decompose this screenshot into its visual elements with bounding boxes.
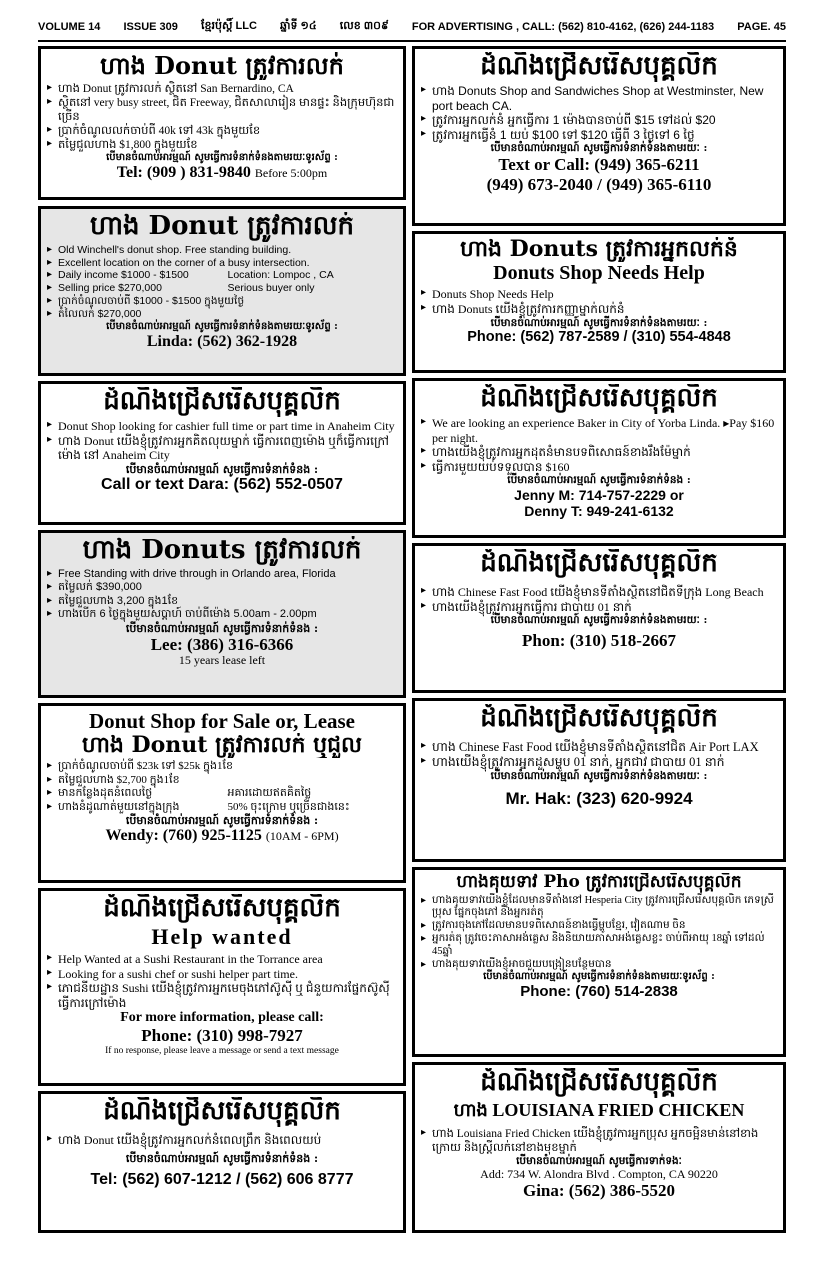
page-header — [38, 14, 786, 42]
ad-cta: បើមានចំណាប់អារម្មណ៍ សូមធ្វើការទំនាក់ទំនងតាមរយៈទូរស័ព្ទ : — [483, 971, 715, 983]
ad-donuts-needs-help — [412, 231, 786, 373]
list-item: ▸ ហាង Chinese Fast Food យើងខ្ញុំមានទីតាំងស្ថិតនៅជិត Air Port LAX — [421, 740, 777, 755]
ad-contact-2: (949) 673-2040 / (949) 365-6110 — [486, 174, 712, 194]
ad-westminster-donuts-sandwiches — [412, 46, 786, 226]
ad-phone: Wendy: (760) 925-1125 — [105, 827, 262, 845]
ad-contact: Mr. Hak: (323) 620-9924 — [505, 788, 693, 808]
list-item: ▸ ហាង Donut យើងខ្ញុំត្រូវការអ្នកគិតលុយម្នាក់ ធ្វើការពេញម៉ោង ឬក៏ធ្វើការក្រៅម៉ោង នៅ Anaheim City — [47, 434, 397, 463]
ad-title: ហាង Donut ត្រូវការលក់ — [89, 212, 355, 241]
issue: ISSUE 309 — [123, 21, 178, 33]
ad-sushi-help-wanted — [38, 888, 406, 1086]
ad-title: ហាងគុយទាវ Pho ត្រូវការជ្រើសរើសបុគ្គលិក — [456, 873, 742, 892]
list-item: ▸ ត្រូវការអ្នកលក់នំ អ្នកធ្វើការ 1 ម៉ោងបានចាប់ពី $15 ទៅដល់ $20 — [421, 113, 777, 128]
ad-title: ដំណឹងជ្រើសរើសបុគ្គលិក — [480, 549, 718, 578]
list-item — [47, 282, 397, 295]
ad-title: ដំណឹងជ្រើសរើសបុគ្គលិក — [103, 387, 341, 416]
list-item: ▸ តំលៃលក់ $270,000 — [47, 308, 397, 321]
ad-donut-sale-or-lease — [38, 703, 406, 883]
list-item: ▸ Donuts Shop Needs Help — [421, 287, 777, 302]
list-item: ▸ តម្លៃជួលហាង $1,800 ក្នុងមួយខែ — [47, 138, 397, 152]
ad-contact — [47, 164, 397, 182]
ad-note: If no response, please leave a message or send a text message — [105, 1046, 339, 1057]
selling-price: ▸ Selling price $270,000 — [58, 282, 162, 295]
list-item: ▸ ប្រាក់ចំណូលលក់ចាប់ពី 40k ទៅ 43k ក្នុងមួយខែ — [47, 124, 397, 138]
ad-baker-yorba-linda — [412, 378, 786, 538]
list-item: ▸ ហាង Chinese Fast Food យើងខ្ញុំមានទីតាំងស្ថិតនៅជិតទីក្រុង Long Beach — [421, 585, 777, 600]
publisher: ខ្មែរប៉ុស្តិ៍ LLC — [201, 20, 257, 32]
list-item — [47, 801, 397, 814]
feature: ▸ មានកន្លែងដុតនំពេលថ្ងៃ — [58, 787, 153, 800]
ad-title: ដំណឹងជ្រើសរើសបុគ្គលិក — [103, 894, 341, 923]
list-item: ▸ ប្រាក់ចំណូលចាប់ពី $1000 - $1500 ក្នុងមួយថ្ងៃ — [47, 295, 397, 308]
ad-subtitle: Help wanted — [151, 923, 293, 949]
list-item: ▸ ភោជនីយដ្ឋាន Sushi យើងខ្ញុំត្រូវការអ្នកមេចុងភៅស៊ូស៊ី ឬ ជំនួយការផ្នែកស៊ូស៊ី ធ្វើការក្រៅម៉ោង — [47, 981, 397, 1010]
ad-title: ហាង Donut ត្រូវការលក់ — [100, 52, 344, 80]
page-number: PAGE. 45 — [737, 21, 786, 33]
list-item: ▸ ត្រូវការចុងភៅដែលមានបទពិសោធន៍ខាងធ្វើម្ហូបខ្មែរ, វៀតណាម ចិន — [421, 920, 777, 933]
advertising-line: FOR ADVERTISING , CALL: (562) 810-4162, (626) 244-1183 — [411, 21, 715, 33]
list-item: ▸ តម្លៃជួលហាង $2,700 ក្នុង1ខែ — [47, 774, 397, 787]
ad-cta: បើមានចំណាប់អារម្មណ៍ សូមធ្វើការទំនាក់ទំនង : — [125, 462, 319, 476]
ad-title: ហាង Donuts ត្រូវការអ្នកលក់នំ — [460, 237, 738, 262]
location: Location: Lompoc , CA — [227, 269, 334, 282]
ad-title-en: Donut Shop for Sale or, Lease — [88, 709, 356, 733]
ad-cta: បើមានចំណាប់អារម្មណ៍ សូមធ្វើការទំនាក់ទំនងតាមរយៈទូរស័ព្ទ : — [106, 151, 338, 163]
list-item: ▸ Donut Shop looking for cashier full time or part time in Anaheim City — [47, 419, 397, 434]
ad-contact-2: Denny T: 949-241-6132 — [524, 503, 674, 520]
ad-subtitle-kh: ហាង — [453, 1099, 488, 1120]
ad-chinese-fast-food-long-beach — [412, 543, 786, 693]
ad-cta: បើមានចំណាប់អារម្មណ៍ សូមធ្វើការទំនាក់ទំនង : — [125, 1151, 319, 1165]
volume: VOLUME 14 — [38, 21, 101, 33]
list-item: ▸ Looking for a sushi chef or sushi helper part time. — [47, 967, 397, 982]
ad-phone: Phone: (562) 787-2589 / (310) 554-4848 — [467, 329, 731, 346]
ad-subtitle: Donuts Shop Needs Help — [493, 262, 705, 285]
list-item: ▸ ហាង Donuts យើងខ្ញុំត្រូវការកញ្ញាម្នាក់លក់នំ — [421, 302, 777, 317]
ad-cashier-anaheim — [38, 381, 406, 525]
ad-address: Add: 734 W. Alondra Blvd . Compton, CA 90220 — [480, 1166, 718, 1181]
list-item: ▸ ហាងគុយទាវយើងខ្ញុំអាចជួយបង្រៀនបន្ថែមបាន — [421, 959, 777, 972]
list-item: ▸ Help Wanted at a Sushi Restaurant in the Torrance area — [47, 952, 397, 967]
feature: 50% ចុះក្រោម ឬច្រើនជាងនេះ — [227, 800, 350, 813]
ad-phone: Phone: (760) 514-2838 — [520, 983, 678, 1001]
list-item: ▸ ហាងគុយទាវយើងខ្ញុំដែលមានទីតាំងនៅ Hesperia City ត្រូវការជ្រើសរើសបុគ្គលិក ភេទស្រី ប្រុស ផ្នែកចុងភៅ និងអ្នករត់តុ — [421, 895, 777, 921]
ad-cta: បើមានចំណាប់អារម្មណ៍ សូមធ្វើការទំនាក់ទំនង : — [125, 621, 319, 635]
list-item: ▸ អ្នករត់តុ ត្រូវចេះភាសាអង់គ្លេស និងនិយាយភាសាអង់គ្លេសខ្លះ ចាប់ពីអាយុ 18ឆ្នាំ ទៅដល់ 45ឆ្នាំ — [421, 933, 777, 959]
ad-subtitle — [421, 1098, 777, 1125]
ad-chinese-fast-food-lax — [412, 698, 786, 862]
list-item: ▸ ហាងយើងខ្ញុំត្រូវការអ្នកដួសម្ហូប 01 នាក់, អ្នកជាវ ជាបាយ 01 នាក់ — [421, 755, 777, 770]
list-item: ▸ ហាងយើងខ្ញុំត្រូវការអ្នកដុតនំមានបទពិសោធន៍ខាងរឹងម៉ែម្នាក់ — [421, 445, 777, 460]
volume-kh: ឆ្នាំទី ១៤ — [280, 20, 317, 32]
ad-cta: បើមានចំណាប់អារម្មណ៍ សូមធ្វើការទាក់ទងៈ — [516, 1154, 682, 1167]
list-item — [47, 787, 397, 800]
ad-cta: បើមានចំណាប់អារម្មណ៍ សូមធ្វើការទំនាក់ទំនង : — [125, 814, 319, 828]
list-item: ▸ ត្រូវការអ្នកធ្វើនំ 1 យប់ $100 ទៅ $120 ធ្វើពី 3 ថ្ងៃទៅ 6 ថ្ងៃ — [421, 128, 777, 143]
lease-note: 15 years lease left — [178, 653, 266, 668]
ad-donut-sale-san-bernardino — [38, 46, 406, 200]
feature: ▸ ហាងនំដូណាត់មួយនៅក្នុងក្រុង — [58, 800, 180, 813]
ad-contact: Text or Call: (949) 365-6211 — [498, 154, 700, 174]
ad-donut-seller-wanted — [38, 1091, 406, 1233]
list-item: ▸ ហាង Donut យើងខ្ញុំត្រូវការអ្នកលក់នំពេលព្រឹក និងពេលយប់ — [47, 1133, 397, 1148]
ad-cta: បើមានចំណាប់អារម្មណ៍ សូមធ្វើការទំនាក់ទំនងតាមរយៈ : — [490, 614, 708, 627]
ad-title: ដំណឹងជ្រើសរើសបុគ្គលិក — [103, 1097, 341, 1126]
ad-louisiana-fried-chicken — [412, 1062, 786, 1233]
more-info: For more information, please call: — [120, 1010, 324, 1026]
ad-title: ហាង Donut ត្រូវការលក់ ឬជួល — [82, 733, 362, 759]
ad-cta: បើមានចំណាប់អារម្មណ៍ សូមធ្វើការទំនាក់ទំនង : — [507, 474, 691, 487]
ad-subtitle-en: LOUISIANA FRIED CHICKEN — [492, 1099, 745, 1120]
ad-donuts-sale-orlando — [38, 530, 406, 698]
list-item: ▸ ហាង Donut ត្រូវការលក់ ស្ថិតនៅ San Bernardino, CA — [47, 82, 397, 96]
ad-contact: Lee: (386) 316-6366 — [150, 634, 294, 654]
list-item: ▸ ហាង Louisiana Fried Chicken យើងខ្ញុំត្រូវការអ្នកប្រុស អ្នកចម្អិនមាន់នៅខាងក្រោយ និងស្ត្រីលក់នៅខាងមុខម្នាក់ — [421, 1127, 777, 1155]
ad-title: ដំណឹងជ្រើសរើសបុគ្គលិក — [480, 52, 718, 81]
buyer-note: Serious buyer only — [227, 282, 315, 295]
ad-phone: Phon: (310) 518-2667 — [522, 630, 676, 650]
ad-phone-note: Before 5:00pm — [254, 165, 328, 180]
daily-income: ▸ Daily income $1000 - $1500 — [58, 269, 189, 282]
ad-contact: Linda: (562) 362-1928 — [146, 332, 298, 350]
ad-cta: បើមានចំណាប់អារម្មណ៍ សូមធ្វើការទំនាក់ទំនងតាមរយៈ : — [490, 770, 708, 783]
list-item: ▸ We are looking an experience Baker in City of Yorba Linda. ▸Pay $160 per night. — [421, 416, 777, 445]
list-item: ▸ ប្រាក់ចំណូលចាប់ពី $23k ទៅ $25k ក្នុង1ខែ — [47, 760, 397, 773]
ad-donut-sale-lompoc — [38, 206, 406, 376]
list-item — [47, 269, 397, 282]
ad-title: ដំណឹងជ្រើសរើសបុគ្គលិក — [480, 384, 718, 413]
ad-phone: Tel: (909 ) 831-9840 — [116, 163, 251, 181]
list-item: ▸ ស្ថិតនៅ very busy street, ជិត Freeway, ជិតសាលារៀន មានផ្ទះ និងក្រុមហ៊ុនជាច្រើន — [47, 96, 397, 124]
list-item: ▸ ហាង Donuts Shop and Sandwiches Shop at Westminster, New port beach CA. — [421, 84, 777, 113]
ad-title: ដំណឹងជ្រើសរើសបុគ្គលិក — [480, 1068, 718, 1097]
ad-contact: Call or text Dara: (562) 552-0507 — [101, 475, 343, 493]
ad-cta: បើមានចំណាប់អារម្មណ៍ សូមធ្វើការទំនាក់ទំនងតាមរយៈ : — [490, 142, 708, 155]
ad-cta: បើមានចំណាប់អារម្មណ៍ សូមធ្វើការទំនាក់ទំនងតាមរយៈ : — [490, 316, 708, 329]
ad-phone-note: (10AM - 6PM) — [265, 829, 339, 844]
ad-pho-hesperia — [412, 867, 786, 1057]
feature: អគារដោយឥតគិតថ្លៃ — [227, 787, 312, 800]
list-item: ▸ ហាងបើក 6 ថ្ងៃក្នុងមួយសប្តាហ៍ ចាប់ពីម៉ោង 5.00am - 2.00pm — [47, 608, 397, 621]
ad-cta: បើមានចំណាប់អារម្មណ៍ សូមធ្វើការទំនាក់ទំនងតាមរយៈទូរស័ព្ទ : — [106, 320, 338, 332]
list-item: ▸ Excellent location on the corner of a busy intersection. — [47, 257, 397, 270]
ad-phone: Phone: (310) 998-7927 — [141, 1026, 303, 1046]
list-item: ▸ តម្លៃជួលហាង 3,200 ក្នុង1ខែ — [47, 595, 397, 608]
ad-contact: Gina: (562) 386-5520 — [522, 1180, 676, 1200]
list-item: ▸ Old Winchell's donut shop. Free standing building. — [47, 244, 397, 257]
ad-title: ដំណឹងជ្រើសរើសបុគ្គលិក — [480, 704, 718, 733]
list-item: ▸ ធ្វើការមួយយប់ទទួលបាន $160 — [421, 460, 777, 475]
ad-phone: Tel: (562) 607-1212 / (562) 606 8777 — [90, 1170, 354, 1188]
list-item: ▸ តម្លៃលក់ $390,000 — [47, 581, 397, 594]
ad-contact — [47, 827, 397, 845]
list-item: ▸ ហាងយើងខ្ញុំត្រូវការអ្នកធ្វើការ ជាបាយ 01 នាក់ — [421, 600, 777, 615]
list-item: ▸ Free Standing with drive through in Orlando area, Florida — [47, 568, 397, 581]
issue-kh: លេខ ៣០៩ — [339, 20, 389, 32]
ad-contact: Jenny M: 714-757-2229 or — [514, 486, 684, 503]
ad-title: ហាង Donuts ត្រូវការលក់ — [82, 536, 362, 565]
